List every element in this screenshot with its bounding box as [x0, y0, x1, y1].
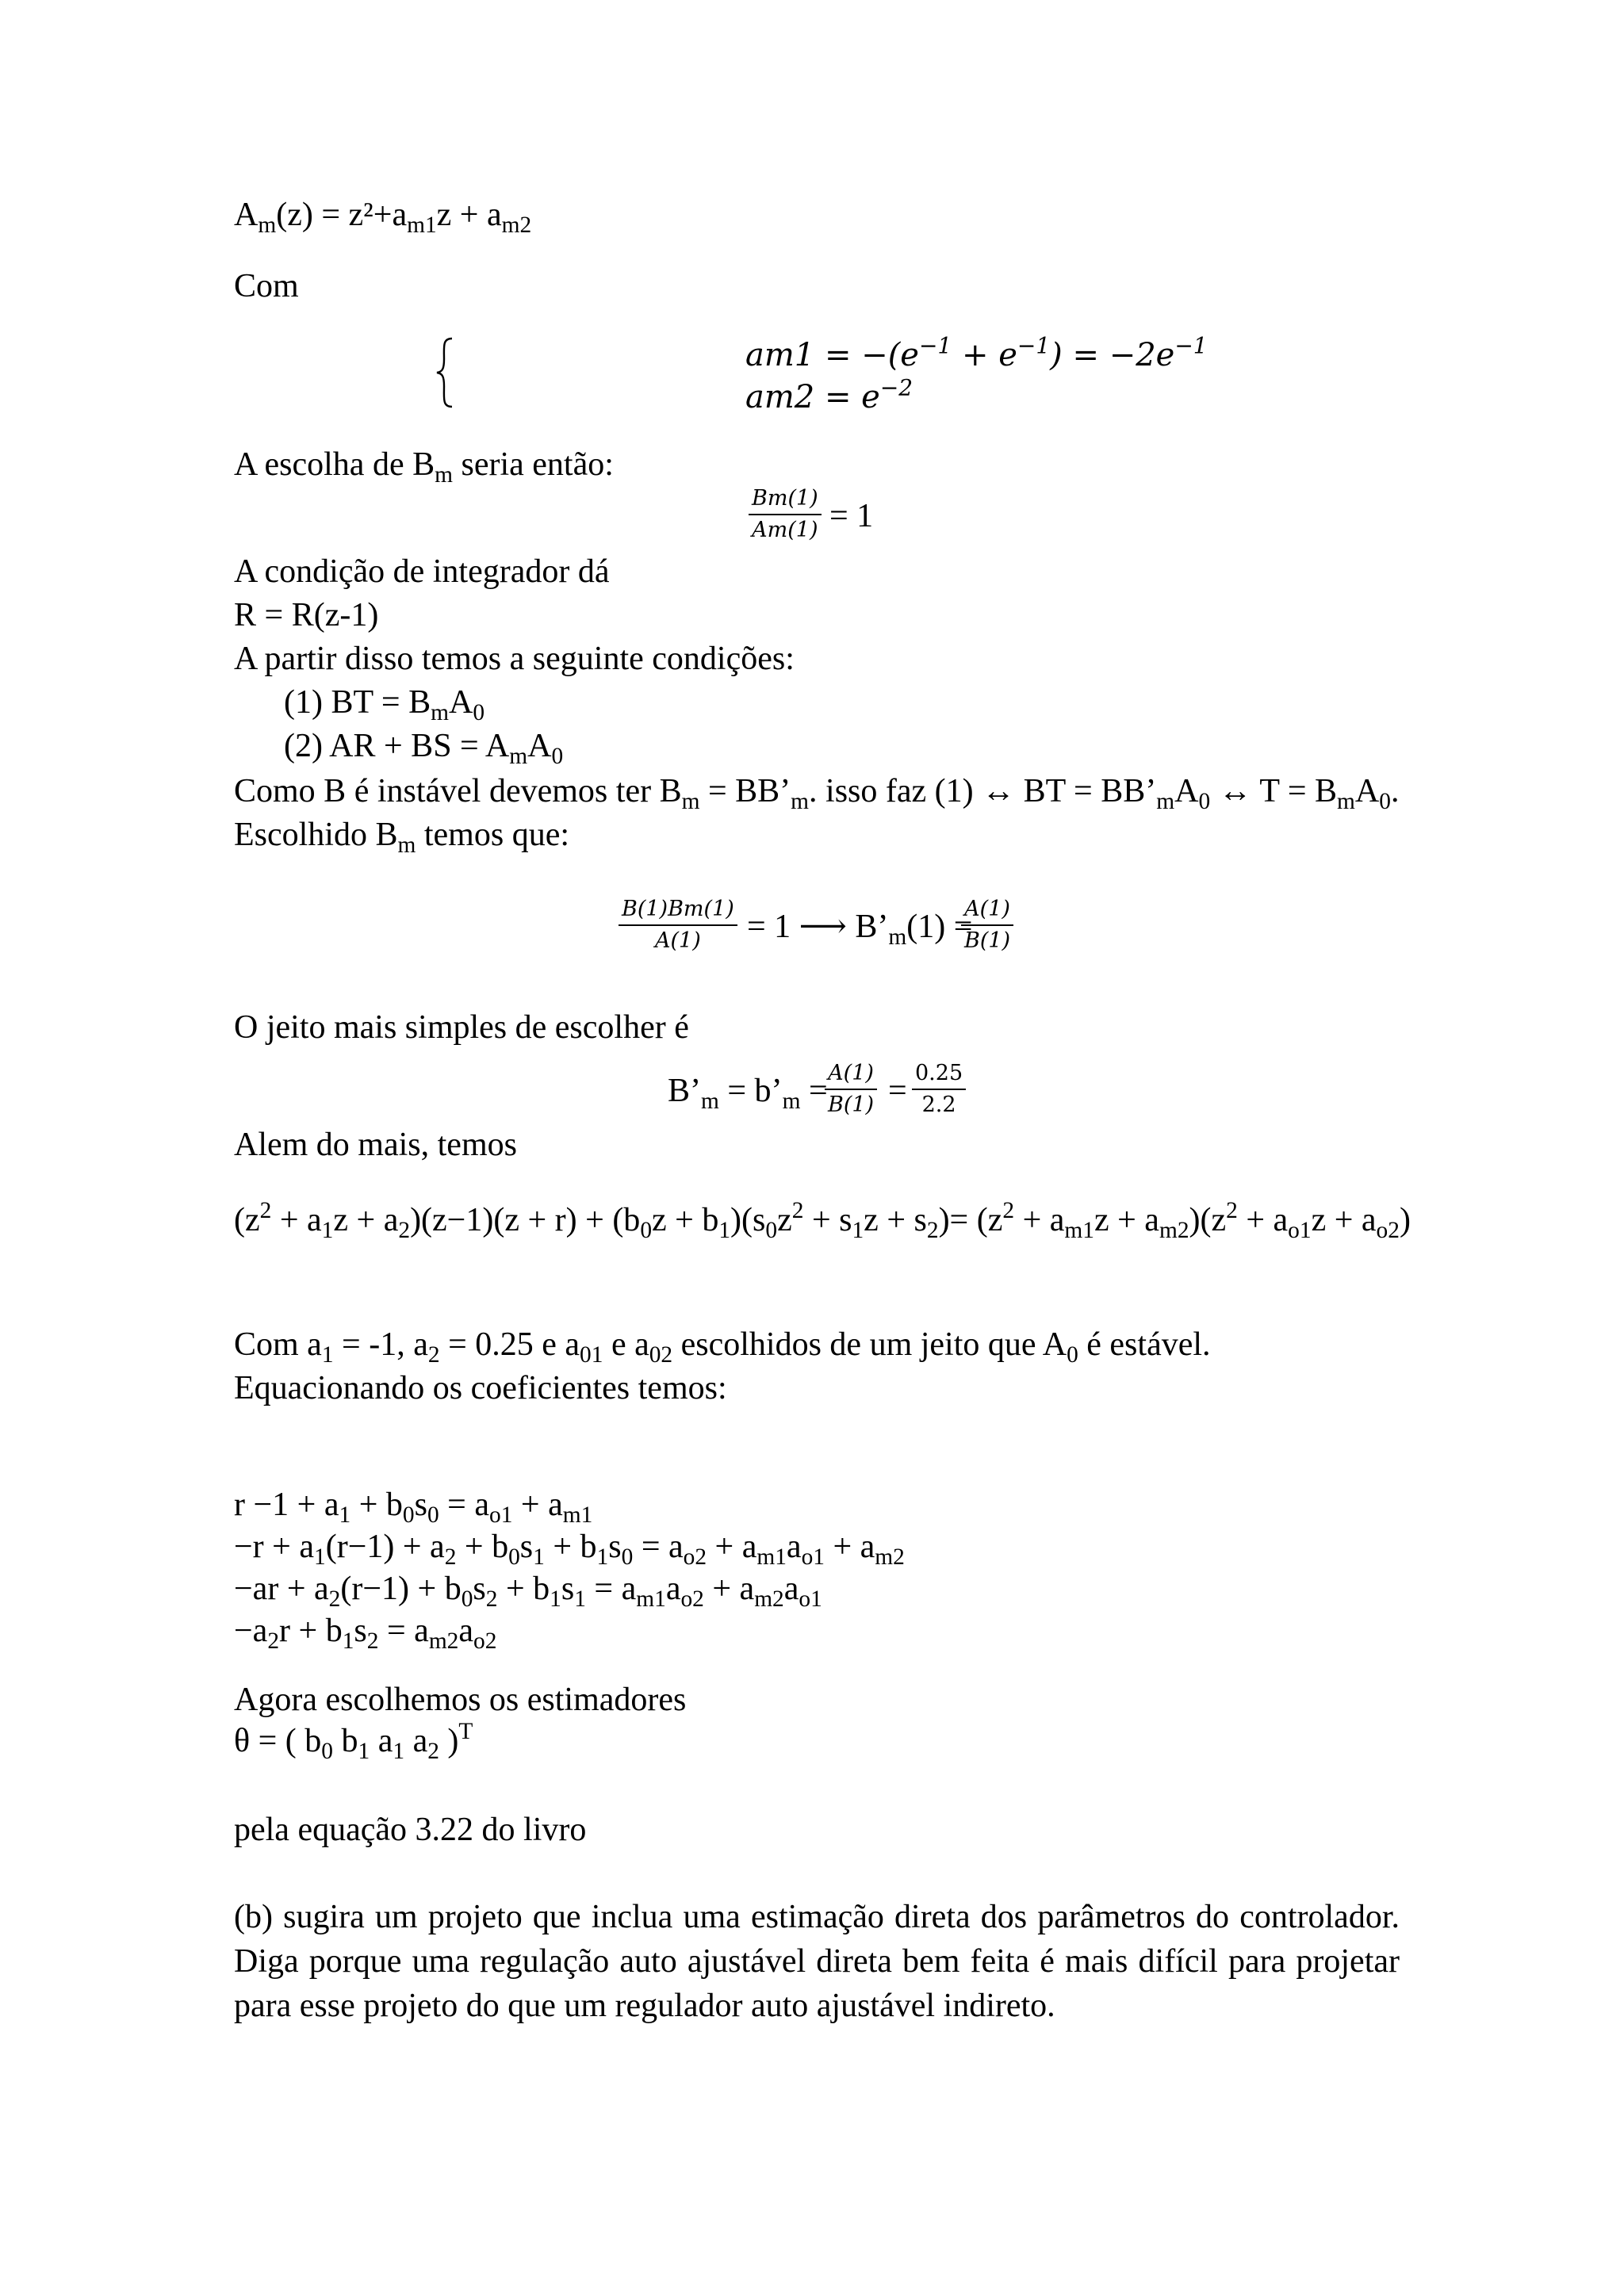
fraction-denominator: 2.2: [921, 1093, 956, 1117]
fraction-bm-over-am: [749, 485, 822, 544]
polynomial-equation: $(z^2 + a_1z + a_2)(z-1)(z + r) + (b_0z + b_1)(s_0z^2 + s_1z + s_2)= (z^2 + a_{m1}z + a_{m2})(z^2 + a_{o1}z + a_{o2})$: [234, 1197, 1411, 1243]
fraction-rhs: = 1: [829, 498, 874, 534]
conditions-intro: A partir disso temos a seguinte condições:: [234, 641, 795, 677]
fraction-025-over-22: [912, 1060, 966, 1119]
fraction-numerator: Bm(1): [749, 485, 822, 515]
coefficient-equation-2: $-r + a_1(r-1) + a_2 + b_0s_1 + b_1s_0 = a_{o2} + a_{m1}a_{o1} + a_{m2}$: [234, 1529, 905, 1570]
unstable-b-text: Como B é instável devemos ter $B_m$ = $BB’_m$. isso faz (1) ↔ BT = $BB’_mA_0$ ↔ $T = B_mA_0$.: [234, 773, 1400, 814]
fraction-denominator: A(1): [655, 928, 701, 953]
fraction-b-bm-over-a: [619, 896, 737, 955]
coefficient-equation-3: $-ar + a_2(r-1) + b_0s_2 + b_1s_1 = a_{m1}a_{o2} + a_{m2}a_{o1}$: [234, 1571, 822, 1612]
book-reference: pela equação 3.22 do livro: [234, 1812, 587, 1848]
fraction-denominator: B(1): [828, 1093, 875, 1117]
fraction-numerator: A(1): [961, 896, 1013, 926]
am-definition: $A_m(z) = z^2+a_{m1}z + a_{m2}$: [234, 197, 532, 238]
bm-prime-at-one: = 1 ⟶ $B’_m(1)$ =: [747, 909, 973, 950]
chosen-bm-text: Escolhido $B_m$ temos que:: [234, 817, 570, 858]
coefficient-values-text: Com $a_1 = -1$, $a_2 = 0.25$ e $a_{01}$ e $a_{02}$ escolhidos de um jeito que $A_0$ é estável.: [234, 1326, 1211, 1368]
choice-bm-text: A escolha de $B_m$ seria então:: [234, 446, 614, 488]
r-equation: R = R(z-1): [234, 597, 379, 633]
coefficient-equation-1: $r -1 + a_1 + b_0s_0 = a_{o1} + a_{m1}$: [234, 1487, 593, 1528]
simplest-choice-text: O jeito mais simples de escolher é: [234, 1009, 689, 1046]
condition-1: (1) BT = $B_mA_0$: [284, 684, 485, 725]
bm-prime-equation: $B’_m$ = $b’_m$ =: [668, 1073, 828, 1114]
left-brace-icon: [435, 337, 455, 408]
fraction-denominator: B(1): [964, 928, 1011, 953]
fraction-a-over-b-2: [825, 1060, 877, 1119]
equals-sign: =: [888, 1073, 907, 1109]
fraction-numerator: B(1)Bm(1): [619, 896, 737, 926]
text-com: Com: [234, 268, 299, 304]
question-b-paragraph: (b) sugira um projeto que inclua uma estimação direta dos parâmetros do controlador. Diga porque uma regulação auto ajustável direta bem feita é mais difícil para projetar para esse projeto do que um regulador auto ajustável indireto.: [234, 1899, 1400, 2024]
am2-equation: $am2 = e^{-2}$: [745, 374, 914, 415]
equating-text: Equacionando os coeficientes temos:: [234, 1370, 727, 1406]
theta-vector: θ = ( $b_0$ $b_1$ $a_1$ $a_2$ )$^T$: [234, 1718, 473, 1764]
estimators-text: Agora escolhemos os estimadores: [234, 1682, 687, 1718]
am1-equation: $am1 = -(e^{-1} + e^{-1}) = -2e^{-1}$: [745, 332, 1208, 373]
condition-2: (2) AR + BS = $A_mA_0$: [284, 728, 564, 769]
fraction-numerator: 0.25: [912, 1060, 966, 1090]
fraction-denominator: Am(1): [752, 518, 818, 542]
furthermore-text: Alem do mais, temos: [234, 1127, 517, 1163]
integrator-text: A condição de integrador dá: [234, 553, 610, 590]
fraction-a-over-b: [961, 896, 1013, 955]
coefficient-equation-4: $-a_2r + b_1s_2 = a_{m2}a_{o2}$: [234, 1613, 497, 1654]
fraction-numerator: A(1): [825, 1060, 877, 1090]
